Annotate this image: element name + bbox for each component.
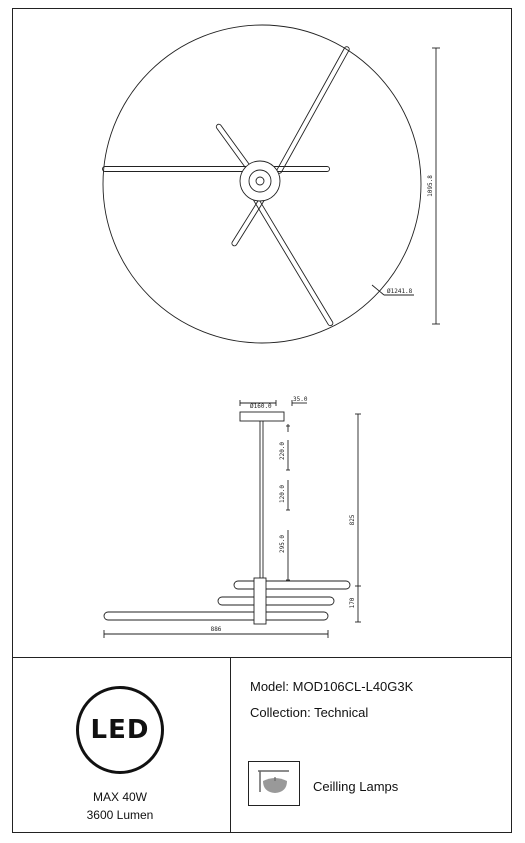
rod-segment-1-label: 220.0 (279, 441, 286, 461)
fixture-height-label: 170 (349, 597, 356, 609)
lumen-rating: 3600 Lumen (86, 808, 154, 822)
ceiling-lamp-icon (248, 761, 300, 806)
arm-down-right (252, 195, 334, 326)
led-logo-text: LED (90, 715, 150, 745)
fixture-bar-lower (104, 612, 328, 620)
fixture-bar-middle (218, 597, 334, 605)
arm-left (103, 167, 330, 172)
top-view (103, 25, 441, 343)
canopy-height-label: 35.0 (293, 396, 308, 403)
side-view (104, 400, 361, 638)
footer-divider-horizontal (12, 657, 512, 658)
rod-segment-3-label: 295.0 (279, 534, 286, 554)
footer-divider-vertical (230, 657, 231, 833)
diameter-dimension-label: Ø1241.8 (387, 288, 413, 295)
total-height-label: 825 (349, 514, 356, 526)
canopy-diameter-label: Ø160.0 (250, 403, 272, 410)
model-number: Model: MOD106CL-L40G3K (250, 679, 414, 694)
width-label: 886 (210, 626, 222, 633)
arm-up-right (276, 46, 350, 174)
category-label: Ceilling Lamps (313, 779, 399, 794)
height-dimension-label: 1095.8 (427, 175, 434, 197)
led-logo (76, 686, 164, 774)
hub-outer (240, 161, 280, 201)
canopy (240, 412, 284, 421)
fixture-bar-upper (234, 581, 350, 589)
power-rating: MAX 40W (92, 790, 147, 804)
collection-name: Collection: Technical (250, 705, 369, 720)
rod-segment-2-label: 120.0 (279, 484, 286, 504)
fixture-body (254, 578, 266, 624)
